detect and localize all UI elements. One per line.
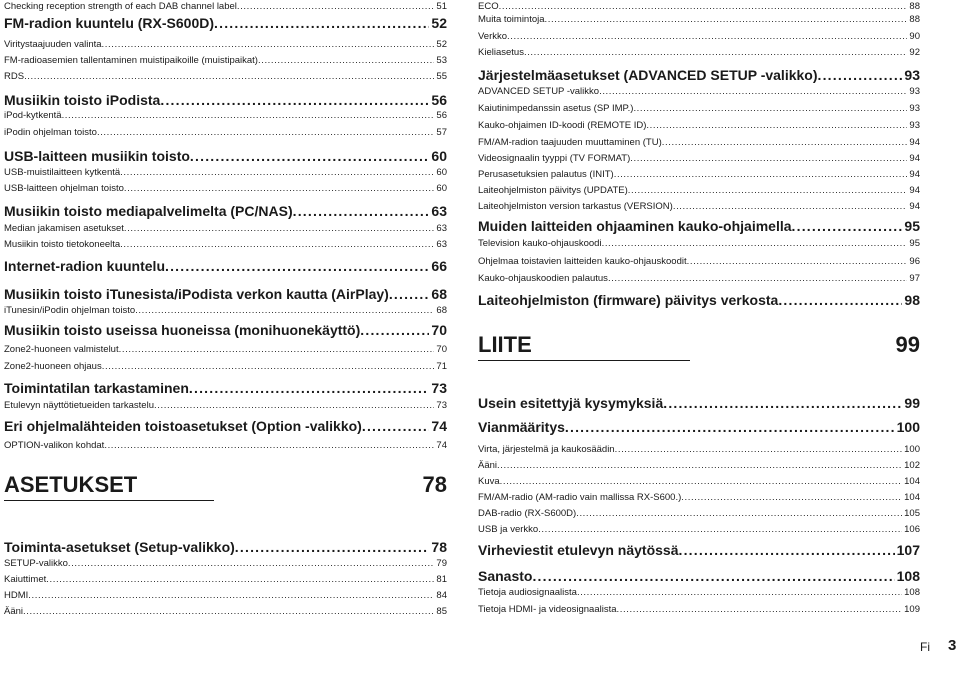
toc-entry-title: Zone2-huoneen valmistelut (4, 344, 119, 355)
toc-entry-page: 88 (909, 1, 920, 12)
toc-entry-title: ADVANCED SETUP -valikko (478, 86, 600, 97)
toc-subentry[interactable] (478, 603, 920, 617)
toc-entry-title: HDMI (4, 590, 29, 601)
dot-leader (615, 443, 903, 457)
dot-leader (577, 586, 902, 600)
dot-leader (646, 119, 907, 133)
toc-entry-title: USB ja verkko (478, 524, 539, 535)
dot-leader (614, 168, 908, 182)
toc-entry-title: Ohjelmaa toistavien laitteiden kauko-ohjauskoodit (478, 256, 687, 267)
toc-entry-page: 108 (904, 587, 920, 598)
toc-chapter-entry[interactable] (4, 537, 447, 557)
dot-leader (362, 416, 430, 436)
toc-entry-title: FM-radion kuuntelu (RX-S600D) (4, 15, 215, 31)
toc-entry-page: 100 (896, 419, 920, 435)
toc-chapter-entry[interactable] (4, 256, 447, 276)
dot-leader (545, 13, 908, 27)
toc-subentry[interactable] (4, 166, 447, 180)
dot-leader (633, 102, 907, 116)
toc-entry-page: 98 (904, 292, 920, 308)
dot-leader (214, 13, 429, 33)
toc-entry-page: 100 (904, 444, 920, 455)
dot-leader (120, 238, 434, 252)
toc-entry-title: Videosignaalin tyyppi (TV FORMAT) (478, 153, 631, 164)
toc-entry-title: Tietoja audiosignaalista (478, 587, 577, 598)
toc-entry-title: Usein esitettyjä kysymyksiä (478, 395, 664, 411)
dot-leader (679, 540, 895, 560)
dot-leader (135, 304, 434, 318)
toc-subentry[interactable] (4, 399, 447, 413)
toc-entry-page: 51 (436, 1, 447, 12)
toc-subentry[interactable] (4, 573, 447, 587)
toc-entry-page: 93 (904, 67, 920, 83)
toc-entry-title: Kaiuttimet (4, 574, 47, 585)
dot-leader (628, 184, 908, 198)
toc-entry-title: Ääni (4, 606, 24, 617)
toc-entry-title: Ääni (478, 460, 498, 471)
dot-leader (565, 417, 895, 437)
toc-entry-page: 90 (909, 31, 920, 42)
toc-entry-title: Muita toimintoja (478, 14, 545, 25)
toc-subentry[interactable] (4, 360, 447, 374)
section-heading-page: 99 (895, 332, 920, 357)
toc-entry-title: iPod-kytkentä (4, 110, 62, 121)
dot-leader (599, 85, 907, 99)
dot-leader (120, 166, 434, 180)
toc-subentry[interactable] (478, 13, 920, 27)
toc-entry-page: 88 (909, 14, 920, 25)
toc-subentry[interactable] (4, 304, 447, 318)
toc-entry-title: ECO (478, 1, 499, 12)
toc-entry-title: FM/AM-radio (AM-radio vain mallissa RX-S600.) (478, 492, 682, 503)
toc-subentry[interactable] (4, 605, 447, 619)
toc-chapter-entry[interactable] (478, 566, 920, 586)
toc-entry-title: Kauko-ohjauskoodien palautus (478, 273, 608, 284)
dot-leader (293, 201, 430, 221)
toc-entry-title: RDS (4, 71, 25, 82)
dot-leader (124, 182, 435, 196)
dot-leader (189, 378, 430, 398)
dot-leader (389, 284, 430, 304)
toc-chapter-entry[interactable] (478, 417, 920, 437)
toc-chapter-entry[interactable] (4, 146, 447, 166)
toc-entry-page: 63 (436, 239, 447, 250)
toc-entry-page: 93 (909, 120, 920, 131)
toc-entry-page: 97 (909, 273, 920, 284)
toc-entry-title: Virta, järjestelmä ja kaukosäädin (478, 444, 615, 455)
toc-subentry[interactable] (478, 168, 920, 182)
toc-subentry[interactable] (478, 0, 920, 14)
toc-entry-title: Internet-radion kuuntelu (4, 258, 165, 274)
toc-entry-page: 57 (436, 127, 447, 138)
toc-entry-title: USB-muistilaitteen kytkentä (4, 167, 121, 178)
toc-entry-page: 56 (431, 92, 447, 108)
dot-leader (687, 255, 908, 269)
dot-leader (165, 256, 429, 276)
dot-leader (24, 70, 434, 84)
toc-entry-page: 55 (436, 71, 447, 82)
toc-entry-title: Laiteohjelmiston version tarkastus (VERSION) (478, 201, 673, 212)
toc-entry-page: 74 (431, 418, 447, 434)
toc-subentry[interactable] (478, 272, 920, 286)
toc-entry-page: 60 (436, 183, 447, 194)
dot-leader (681, 491, 902, 505)
toc-entry-page: 109 (904, 604, 920, 615)
toc-chapter-entry[interactable] (4, 416, 447, 436)
toc-subentry[interactable] (478, 491, 920, 505)
toc-entry-page: 81 (436, 574, 447, 585)
toc-subentry[interactable] (478, 475, 920, 489)
toc-entry-title: Laiteohjelmiston päivitys (UPDATE) (478, 185, 628, 196)
toc-entry-title: Musiikin toisto tietokoneelta (4, 239, 121, 250)
toc-entry-page: 70 (436, 344, 447, 355)
page-number: 3 (948, 637, 957, 654)
dot-leader (617, 603, 903, 617)
toc-chapter-entry[interactable] (478, 290, 920, 310)
toc-entry-title: Median jakamisen asetukset (4, 223, 124, 234)
dot-leader (102, 360, 435, 374)
dot-leader (602, 237, 908, 251)
toc-entry-title: Sanasto (478, 568, 533, 584)
toc-entry-title: Toimintatilan tarkastaminen (4, 380, 189, 396)
dot-leader (124, 222, 435, 236)
dot-leader (160, 90, 429, 110)
dot-leader (104, 439, 434, 453)
toc-entry-title: Checking reception strength of each DAB channel label (4, 1, 237, 12)
toc-entry-page: 60 (436, 167, 447, 178)
toc-subentry[interactable] (4, 238, 447, 252)
toc-entry-page: 94 (909, 185, 920, 196)
toc-entry-page: 63 (431, 203, 447, 219)
toc-subentry[interactable] (4, 557, 447, 571)
section-heading-title: ASETUKSET (4, 472, 138, 497)
toc-entry-page: 56 (436, 110, 447, 121)
toc-subentry[interactable] (478, 102, 920, 116)
toc-subentry[interactable] (478, 237, 920, 251)
toc-entry-page: 99 (904, 395, 920, 411)
toc-entry-title: USB-laitteen musiikin toisto (4, 148, 190, 164)
toc-entry-title: Kieliasetus (478, 47, 524, 58)
dot-leader (663, 393, 902, 413)
toc-entry-page: 95 (909, 238, 920, 249)
toc-entry-title: Verkko (478, 31, 508, 42)
dot-leader (28, 589, 434, 603)
dot-leader (499, 0, 908, 14)
toc-entry-page: 68 (436, 305, 447, 316)
toc-entry-page: 93 (909, 86, 920, 97)
toc-entry-page: 104 (904, 492, 920, 503)
toc-entry-page: 105 (904, 508, 920, 519)
toc-entry-title: Musiikin toisto iTunesista/iPodista verkon kautta (AirPlay) (4, 286, 389, 302)
toc-chapter-entry[interactable] (4, 284, 447, 304)
toc-entry-title: FM-radioasemien tallentaminen muistipaikoille (muistipaikat) (4, 55, 258, 66)
toc-chapter-entry[interactable] (4, 13, 447, 33)
toc-chapter-entry[interactable] (4, 201, 447, 221)
toc-subentry[interactable] (4, 182, 447, 196)
toc-entry-title: USB-laitteen ohjelman toisto (4, 183, 124, 194)
toc-subentry[interactable] (478, 136, 920, 150)
section-heading-title: LIITE (478, 332, 532, 357)
toc-entry-title: Eri ohjelmalähteiden toistoasetukset (Option -valikko) (4, 418, 362, 434)
toc-subentry[interactable] (4, 38, 447, 52)
toc-subentry[interactable] (478, 184, 920, 198)
toc-subentry[interactable] (4, 70, 447, 84)
toc-entry-page: 71 (436, 361, 447, 372)
toc-entry-title: Virheviestit etulevyn näytössä (478, 542, 679, 558)
toc-entry-title: DAB-radio (RX-S600D) (478, 508, 577, 519)
toc-entry-page: 52 (436, 39, 447, 50)
toc-chapter-entry[interactable] (478, 216, 920, 236)
toc-entry-title: Musiikin toisto mediapalvelimelta (PC/NAS) (4, 203, 293, 219)
toc-subentry[interactable] (478, 200, 920, 214)
dot-leader (662, 136, 908, 150)
toc-entry-page: 52 (431, 15, 447, 31)
toc-subentry[interactable] (478, 85, 920, 99)
toc-entry-page: 73 (436, 400, 447, 411)
dot-leader (576, 507, 902, 521)
toc-entry-title: Television kauko-ohjauskoodi (478, 238, 602, 249)
toc-subentry[interactable] (478, 507, 920, 521)
toc-entry-title: OPTION-valikon kohdat (4, 440, 105, 451)
dot-leader (258, 54, 434, 68)
toc-subentry[interactable] (478, 255, 920, 269)
toc-entry-page: 73 (431, 380, 447, 396)
toc-entry-title: Etulevyn näyttötietueiden tarkastelu (4, 400, 154, 411)
toc-subentry[interactable] (4, 439, 447, 453)
toc-entry-page: 84 (436, 590, 447, 601)
toc-subentry[interactable] (4, 589, 447, 603)
toc-subentry[interactable] (4, 222, 447, 236)
dot-leader (23, 605, 434, 619)
toc-subentry[interactable] (478, 586, 920, 600)
toc-entry-title: Kuva (478, 476, 500, 487)
toc-entry-title: Kauko-ohjaimen ID-koodi (REMOTE ID) (478, 120, 647, 131)
toc-entry-title: Zone2-huoneen ohjaus (4, 361, 102, 372)
toc-entry-page: 94 (909, 137, 920, 148)
toc-entry-title: iTunesin/iPodin ohjelman toisto (4, 305, 136, 316)
dot-leader (608, 272, 907, 286)
toc-entry-page: 66 (431, 258, 447, 274)
toc-entry-page: 53 (436, 55, 447, 66)
toc-subentry[interactable] (4, 126, 447, 140)
toc-subentry[interactable] (4, 343, 447, 357)
toc-subentry[interactable] (4, 109, 447, 123)
toc-entry-page: 68 (431, 286, 447, 302)
toc-entry-page: 78 (431, 539, 447, 555)
toc-subentry[interactable] (478, 523, 920, 537)
toc-chapter-entry[interactable] (4, 90, 447, 110)
toc-entry-title: iPodin ohjelman toisto (4, 127, 97, 138)
toc-entry-page: 70 (431, 322, 447, 338)
dot-leader (524, 46, 907, 60)
toc-entry-page: 60 (431, 148, 447, 164)
toc-subentry[interactable] (478, 443, 920, 457)
dot-leader (507, 30, 907, 44)
toc-entry-page: 85 (436, 606, 447, 617)
toc-entry-page: 96 (909, 256, 920, 267)
dot-leader (360, 320, 429, 340)
dot-leader (46, 573, 434, 587)
dot-leader (235, 537, 430, 557)
toc-entry-page: 93 (909, 103, 920, 114)
toc-entry-title: Vianmääritys (478, 419, 565, 435)
dot-leader (154, 399, 434, 413)
language-label: Fi (920, 640, 930, 654)
dot-leader (97, 126, 434, 140)
toc-entry-title: Perusasetuksien palautus (INIT) (478, 169, 614, 180)
toc-entry-page: 79 (436, 558, 447, 569)
heading-underline (4, 500, 214, 501)
toc-entry-page: 63 (436, 223, 447, 234)
toc-entry-page: 74 (436, 440, 447, 451)
dot-leader (532, 566, 894, 586)
dot-leader (673, 200, 908, 214)
dot-leader (62, 109, 435, 123)
dot-leader (792, 216, 903, 236)
dot-leader (500, 475, 902, 489)
toc-entry-title: Viritystaajuuden valinta (4, 39, 102, 50)
toc-entry-title: Tietoja HDMI- ja videosignaalista (478, 604, 617, 615)
toc-subentry[interactable] (478, 152, 920, 166)
dot-leader (497, 459, 902, 473)
toc-subentry[interactable] (4, 54, 447, 68)
dot-leader (778, 290, 902, 310)
heading-underline (478, 360, 690, 361)
toc-entry-title: Musiikin toisto iPodista (4, 92, 161, 108)
toc-entry-title: Muiden laitteiden ohjaaminen kauko-ohjaimella (478, 218, 792, 234)
toc-entry-title: Musiikin toisto useissa huoneissa (monihuonekäyttö) (4, 322, 361, 338)
toc-chapter-entry[interactable] (4, 320, 447, 340)
toc-entry-page: 95 (904, 218, 920, 234)
toc-entry-page: 102 (904, 460, 920, 471)
toc-entry-page: 94 (909, 169, 920, 180)
toc-chapter-entry[interactable] (478, 540, 920, 560)
toc-entry-page: 108 (896, 568, 920, 584)
toc-entry-page: 107 (896, 542, 920, 558)
toc-entry-title: Toiminta-asetukset (Setup-valikko) (4, 539, 235, 555)
toc-section-heading[interactable] (478, 330, 920, 360)
dot-leader (102, 38, 435, 52)
toc-entry-title: Järjestelmäasetukset (ADVANCED SETUP -valikko) (478, 67, 818, 83)
toc-entry-title: SETUP-valikko (4, 558, 68, 569)
toc-entry-title: FM/AM-radion taajuuden muuttaminen (TU) (478, 137, 662, 148)
section-heading-page: 78 (422, 472, 447, 497)
toc-chapter-entry[interactable] (478, 393, 920, 413)
dot-leader (630, 152, 907, 166)
toc-chapter-entry[interactable] (4, 378, 447, 398)
dot-leader (68, 557, 435, 571)
toc-entry-page: 106 (904, 524, 920, 535)
dot-leader (538, 523, 902, 537)
dot-leader (119, 343, 435, 357)
toc-entry-page: 104 (904, 476, 920, 487)
toc-subentry[interactable] (478, 119, 920, 133)
dot-leader (237, 0, 435, 14)
toc-entry-title: Kaiutinimpedanssin asetus (SP IMP.) (478, 103, 634, 114)
dot-leader (190, 146, 430, 166)
toc-entry-page: 92 (909, 47, 920, 58)
toc-entry-page: 94 (909, 153, 920, 164)
toc-entry-title: Laiteohjelmiston (firmware) päivitys verkosta (478, 292, 779, 308)
toc-chapter-entry[interactable] (478, 65, 920, 85)
toc-section-heading[interactable] (4, 470, 447, 500)
toc-subentry[interactable] (478, 459, 920, 473)
toc-entry-page: 94 (909, 201, 920, 212)
toc-subentry[interactable] (478, 46, 920, 60)
toc-subentry[interactable] (478, 30, 920, 44)
toc-subentry[interactable] (4, 0, 447, 14)
dot-leader (818, 65, 903, 85)
